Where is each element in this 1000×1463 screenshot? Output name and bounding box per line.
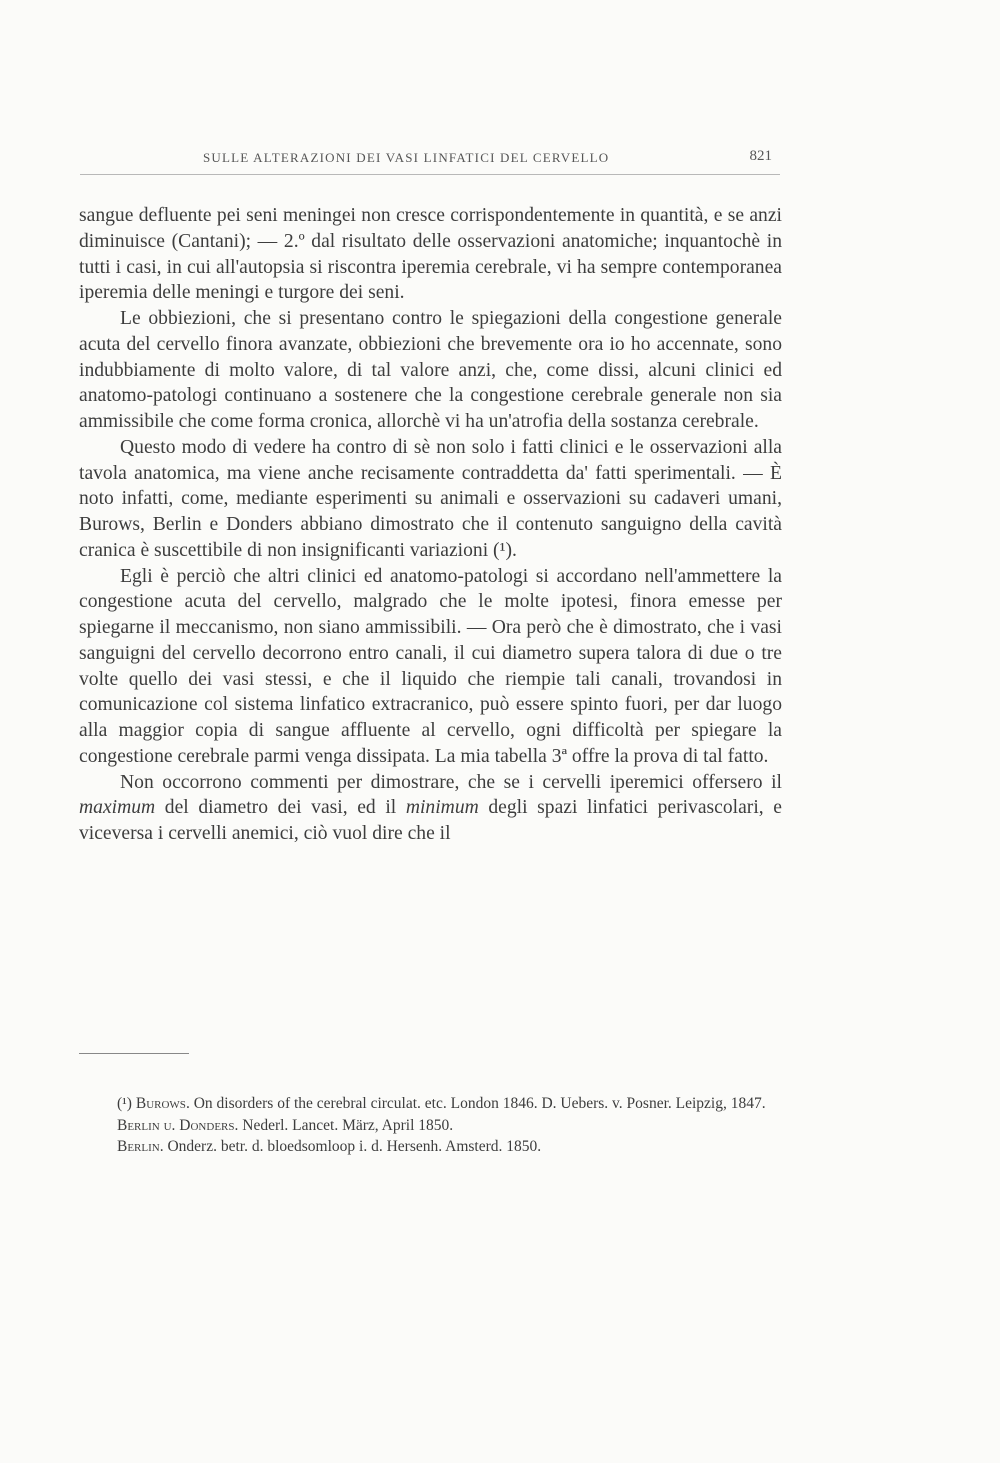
paragraph-5 bbox=[79, 770, 782, 847]
footnote-2 bbox=[79, 1115, 782, 1137]
paragraph-3: Questo modo di vedere ha contro di sè non solo i fatti clinici e le osservazioni alla tavola anatomica, ma viene anche recisamente contraddetta da' fatti sperimentali. — È noto infatti, come, mediante esperimenti su animali e osservazioni su cadaveri umani, Burows, Berlin e Donders abbiano dimostrato che il contenuto sanguigno della cavità cranica è suscettibile di non insignificanti variazioni (¹). bbox=[79, 436, 782, 561]
page-number: 821 bbox=[749, 148, 772, 164]
footnote-2-author: Berlin u. Donders bbox=[117, 1116, 235, 1134]
footnote-3-text: . Onderz. betr. d. bloedsomloop i. d. Hersenh. Amsterd. 1850. bbox=[159, 1138, 542, 1155]
paragraph-2: Le obbiezioni, che si presentano contro le spiegazioni della congestione generale acuta del cervello finora avanzate, obbiezioni che brevemente ora io ho accennate, sono indubbiamente di molto valore, di tal valore anzi, che, come dissi, alcuni clinici ed anatomo-patologi continuano a sostenere che la congestione cerebrale generale non sia ammissibile che come forma cronica, allorchè vi ha un'atrofia della sostanza cerebrale. bbox=[79, 308, 782, 432]
footnote-1-text: . On disorders of the cerebral circulat. etc. London 1846. D. Uebers. v. Posner. Leipzig, 1847. bbox=[185, 1095, 766, 1112]
footnote-mark: (¹) bbox=[117, 1095, 136, 1112]
running-title: SULLE ALTERAZIONI DEI VASI LINFATICI DEL CERVELLO bbox=[203, 150, 610, 165]
body-text bbox=[79, 203, 782, 847]
paragraph-5-part-a: Non occorrono commenti per dimostrare, che se i cervelli iperemici offersero il bbox=[120, 771, 782, 793]
footnote-2-text: . Nederl. Lancet. März, April 1850. bbox=[234, 1116, 454, 1134]
running-header bbox=[80, 148, 780, 175]
footnote-3 bbox=[79, 1136, 782, 1158]
paragraph-4: Egli è perciò che altri clinici ed anatomo-patologi si accordano nell'ammettere la congestione acuta del cervello, malgrado che le molte ipotesi, finora emesse per spiegarne il meccanismo, non siano ammissibili. — Ora però che è dimostrato, che i vasi sanguigni del cervello decorrono entro canali, il cui diametro supera talora di due o tre volte quello dei vasi stessi, e che il liquido che riempie tali canali, trovandosi in comunicazione col sistema linfatico extracranico, può essere spinto fuori, per dar luogo alla maggior copia di sangue affluente al cervello, ogni difficoltà per spiegare la congestione cerebrale parmi venga dissipata. La mia tabella 3ª offre la prova di tal fatto. bbox=[79, 565, 782, 767]
footnotes bbox=[79, 1093, 782, 1158]
italic-maximum: maximum bbox=[79, 797, 156, 819]
footnote-1 bbox=[79, 1093, 782, 1115]
footnote-rule bbox=[79, 1053, 189, 1054]
paragraph-1: sangue defluente pei seni meningei non cresce corrispondentemente in quantità, e se anzi diminuisce (Cantani); — 2.º dal risultato delle osservazioni anatomiche; inquantochè in tutti i casi, in cui all'autopsia si riscontra iperemia cerebrale, vi ha sempre contemporanea iperemia delle meningi e turgore dei seni. bbox=[79, 205, 782, 304]
footnote-1-author: Burows bbox=[135, 1095, 186, 1112]
italic-minimum: minimum bbox=[405, 797, 479, 819]
footnote-3-author: Berlin bbox=[117, 1138, 160, 1155]
paragraph-5-part-c: degli spazi linfatici perivascolari, e viceversa i cervelli anemici, ciò vuol dire che il bbox=[79, 797, 782, 844]
paragraph-5-part-b: del diametro dei vasi, ed il bbox=[155, 797, 406, 819]
